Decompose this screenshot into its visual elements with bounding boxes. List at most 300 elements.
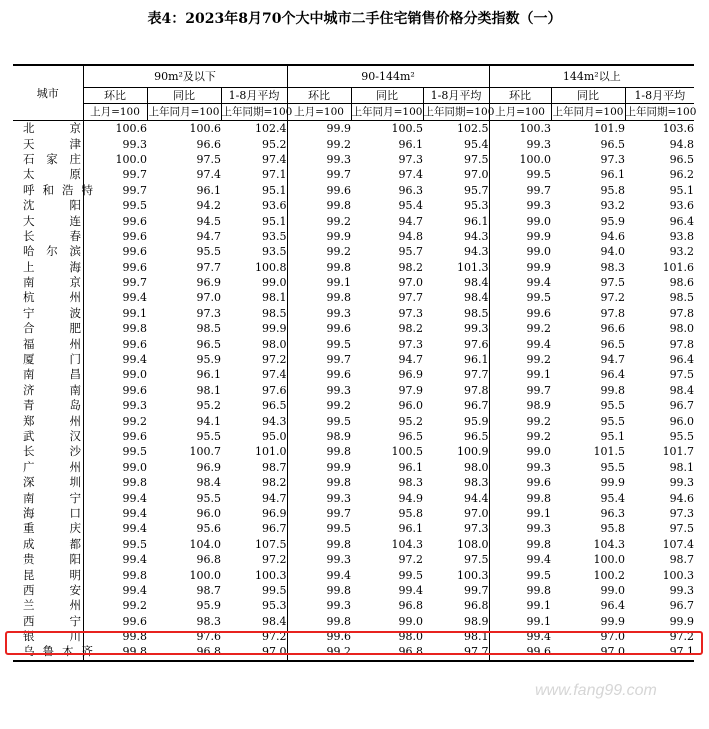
index-value-cell: 99.6 [122,430,147,443]
base-header: 上月=100 [287,104,351,121]
city-name-cell [13,490,83,505]
index-value-cell: 95.2 [196,399,221,413]
city-name-cell [13,136,83,151]
index-value-cell: 99.3 [489,198,551,213]
table-row [13,444,694,459]
index-value-cell: 99.7 [287,506,351,521]
index-value-cell: 96.8 [351,644,423,660]
city-name-cell [13,460,83,475]
base-header: 上年同月=100 [351,104,423,121]
index-value-cell: 98.3 [398,476,424,490]
index-value-cell: 96.9 [398,368,424,382]
index-value-cell: 96.6 [600,322,626,336]
index-value-cell: 97.6 [196,630,221,644]
table-row [13,213,694,228]
city-name-cell [13,537,83,552]
group-header-small: 90m²及以下 [83,65,287,88]
city-name-cell [13,429,83,444]
index-value-cell: 97.5 [464,152,489,166]
index-value-cell: 97.8 [600,306,626,320]
price-index-table [13,64,697,662]
table-row [13,398,694,413]
index-value-cell: 97.5 [196,152,221,166]
index-value-cell: 99.9 [489,229,551,244]
index-value-cell: 99.9 [287,229,351,244]
index-value-cell: 96.0 [196,506,221,520]
table-row [13,290,694,305]
index-value-cell: 99.5 [122,537,147,551]
index-value-cell: 94.3 [464,245,489,259]
index-value-cell: 97.0 [221,644,287,660]
index-value-cell: 99.3 [287,152,351,167]
index-value-cell: 99.2 [122,414,147,428]
index-value-cell: 99.1 [287,275,351,290]
index-value-cell: 99.8 [600,383,626,397]
index-value-cell: 99.8 [489,490,551,505]
city-name: 石家庄 [23,151,81,166]
city-name: 西宁 [23,613,81,628]
index-value-cell: 99.5 [287,521,351,536]
base-header: 上年同月=100 [551,104,625,121]
city-name-cell [13,506,83,521]
index-value-cell: 95.5 [669,430,695,443]
index-value-cell: 96.8 [398,599,424,613]
city-name-cell [13,152,83,167]
metric-header-avg: 1-8月平均 [423,88,489,104]
index-value-cell: 100.8 [255,260,287,274]
index-value-cell: 95.8 [398,506,424,520]
index-value-cell: 97.2 [398,553,424,567]
index-value-cell: 94.1 [196,414,221,428]
index-value-cell: 99.6 [122,245,147,259]
index-value-cell: 99.7 [489,183,551,198]
index-value-cell: 95.5 [196,245,221,259]
city-name-cell [13,567,83,582]
index-value-cell: 97.5 [600,276,626,290]
index-value-cell: 94.6 [600,229,626,243]
index-value-cell: 100.2 [593,568,626,582]
index-value-cell: 96.9 [262,506,287,520]
table-row [13,598,694,613]
index-value-cell: 99.8 [287,198,351,213]
table-row [13,490,694,505]
city-name: 广州 [23,459,81,474]
index-value-cell: 99.0 [122,368,147,382]
index-value-cell: 100.6 [115,122,147,136]
index-value-cell: 94.7 [196,229,221,243]
index-value-cell: 94.4 [464,491,489,505]
index-value-cell: 100.0 [489,152,551,167]
city-name-cell [13,583,83,598]
index-value-cell: 100.3 [489,121,551,137]
index-value-cell: 100.0 [115,152,147,166]
index-value-cell: 103.6 [662,122,695,136]
index-value-cell: 96.5 [600,337,626,351]
index-value-cell: 94.7 [262,491,287,505]
index-value-cell: 97.7 [196,260,221,274]
index-value-cell: 97.4 [262,152,287,166]
index-value-cell: 96.8 [464,599,489,613]
index-value-cell: 96.7 [262,522,287,536]
index-value-cell: 96.7 [464,399,489,413]
index-value-cell: 96.3 [600,506,626,520]
index-value-cell: 99.2 [287,136,351,151]
index-value-cell: 94.9 [398,491,424,505]
index-value-cell: 99.2 [287,398,351,413]
index-value-cell: 97.1 [262,168,287,182]
index-value-cell: 99.4 [122,583,147,597]
index-value-cell: 99.9 [262,322,287,336]
highlight-box [5,631,703,655]
index-value-cell: 99.2 [122,599,147,613]
index-value-cell: 97.4 [196,168,221,182]
index-value-cell: 101.5 [593,445,626,459]
index-value-cell: 97.0 [600,630,626,644]
city-name-cell [13,367,83,382]
base-header: 上月=100 [83,104,147,121]
city-name: 南昌 [23,367,81,382]
index-value-cell: 99.6 [122,229,147,243]
index-value-cell: 96.6 [196,137,221,151]
city-name-cell [13,352,83,367]
index-value-cell: 99.9 [287,460,351,475]
index-value-cell: 99.6 [122,260,147,274]
index-value-cell: 99.6 [287,367,351,382]
index-value-cell: 94.7 [398,353,424,367]
index-value-cell: 97.8 [669,306,695,320]
city-name: 成都 [23,536,81,551]
index-value-cell: 98.1 [669,460,695,474]
index-value-cell: 99.5 [262,583,287,597]
metric-header-mom: 环比 [489,88,551,104]
index-value-cell: 100.0 [189,568,221,582]
city-name: 南宁 [23,490,81,505]
index-value-cell: 99.1 [489,598,551,613]
city-name: 兰州 [23,598,81,613]
index-value-cell: 99.0 [122,460,147,474]
table-row [13,229,694,244]
city-name: 济南 [23,382,81,397]
index-value-cell: 99.6 [489,644,551,660]
city-name: 深圳 [23,475,81,490]
index-value-cell: 95.9 [196,599,221,613]
index-value-cell: 99.4 [122,506,147,520]
table-row [13,336,694,351]
index-value-cell: 99.6 [489,475,551,490]
city-name-cell [13,321,83,336]
index-value-cell: 95.4 [600,491,626,505]
index-value-cell: 94.5 [196,214,221,228]
index-value-cell: 99.7 [489,383,551,398]
city-column-header: 城市 [13,65,83,121]
city-name: 西安 [23,582,81,597]
index-value-cell: 99.8 [287,475,351,490]
city-name: 太原 [23,167,81,182]
index-value-cell: 96.0 [669,414,695,428]
index-value-cell: 100.0 [593,553,626,567]
table-row [13,367,694,382]
index-value-cell: 98.7 [196,583,221,597]
index-value-cell: 96.3 [398,183,424,197]
index-value-cell: 93.5 [262,245,287,259]
index-value-cell: 96.4 [600,368,626,382]
index-value-cell: 99.8 [287,260,351,275]
metric-header-avg: 1-8月平均 [221,88,287,104]
table-row [13,552,694,567]
index-value-cell: 107.5 [255,537,287,551]
index-value-cell: 96.5 [262,399,287,413]
index-value-cell: 99.6 [122,383,147,397]
index-value-cell: 99.8 [287,290,351,305]
index-value-cell: 99.6 [122,214,147,228]
index-value-cell: 97.2 [600,291,626,305]
city-name: 乌鲁木齐 [23,644,93,659]
index-value-cell: 95.1 [600,430,626,443]
base-header: 上年同期=100 [423,104,489,121]
index-value-cell: 99.7 [464,583,489,597]
table-row [13,506,694,521]
metric-header-yoy: 同比 [551,88,625,104]
city-name-cell [13,398,83,413]
index-value-cell: 95.2 [398,414,424,428]
base-header: 上月=100 [489,104,551,121]
index-value-cell: 99.3 [669,476,695,490]
city-name: 厦门 [23,352,81,367]
index-value-cell: 96.1 [196,183,221,197]
index-value-cell: 98.7 [669,553,695,567]
index-value-cell: 101.0 [255,445,287,459]
table-row [13,583,694,598]
index-value-cell: 96.9 [196,276,221,290]
index-value-cell: 97.7 [398,291,424,305]
index-value-cell: 97.7 [423,644,489,660]
index-value-cell: 100.3 [255,568,287,582]
index-value-cell: 97.8 [669,337,695,351]
table-row [13,183,694,198]
index-value-cell: 98.5 [669,291,695,305]
index-value-cell: 99.5 [398,568,424,582]
index-value-cell: 99.4 [122,353,147,367]
index-value-cell: 98.1 [196,383,221,397]
index-value-cell: 95.1 [669,183,695,197]
index-value-cell: 101.9 [593,122,626,136]
index-value-cell: 97.9 [398,383,424,397]
index-value-cell: 99.8 [489,537,551,552]
index-value-cell: 93.6 [262,199,287,213]
index-value-cell: 95.9 [196,353,221,367]
index-value-cell: 98.2 [398,322,424,336]
index-value-cell: 98.4 [669,383,695,397]
table-row [13,413,694,428]
metric-header-avg: 1-8月平均 [625,88,694,104]
index-value-cell: 98.3 [196,614,221,628]
index-value-cell: 100.5 [391,445,424,459]
index-value-cell: 95.7 [398,245,424,259]
index-value-cell: 96.8 [196,553,221,567]
index-value-cell: 95.2 [262,137,287,151]
index-value-cell: 97.2 [262,630,287,644]
metric-header-yoy: 同比 [351,88,423,104]
index-value-cell: 99.8 [122,568,147,582]
table-row [13,537,694,552]
index-value-cell: 96.1 [464,214,489,228]
index-value-cell: 98.0 [464,460,489,474]
index-value-cell: 100.5 [391,122,424,136]
index-value-cell: 99.4 [489,552,551,567]
index-value-cell: 99.5 [287,336,351,351]
index-value-cell: 98.5 [464,306,489,320]
city-name: 长春 [23,228,81,243]
index-value-cell: 98.1 [262,291,287,305]
index-value-cell: 98.3 [464,476,489,490]
index-value-cell: 99.9 [600,614,626,628]
index-value-cell: 99.3 [287,598,351,613]
index-value-cell: 99.0 [489,244,551,259]
index-value-cell: 99.4 [122,491,147,505]
city-name: 银川 [23,629,81,644]
index-value-cell: 99.7 [122,168,147,182]
index-value-cell: 97.0 [551,644,625,660]
index-value-cell: 99.8 [122,630,147,644]
index-value-cell: 98.0 [262,337,287,351]
table-row [13,521,694,536]
table-row [13,244,694,259]
index-value-cell: 94.8 [398,229,424,243]
index-value-cell: 96.5 [669,152,695,166]
index-value-cell: 99.9 [489,260,551,275]
index-value-cell: 97.0 [196,291,221,305]
index-value-cell: 96.1 [398,522,424,536]
city-name-cell [13,614,83,629]
city-name: 天津 [23,136,81,151]
index-value-cell: 99.1 [489,614,551,629]
index-value-cell: 98.5 [196,322,221,336]
index-value-cell: 96.8 [147,644,221,660]
city-name: 宁波 [23,305,81,320]
index-value-cell: 97.2 [669,630,695,644]
city-name: 北京 [23,121,81,136]
index-value-cell: 99.8 [83,644,147,660]
index-value-cell: 99.4 [287,567,351,582]
watermark-text: www.fang99.com [535,682,657,699]
city-name-cell [13,290,83,305]
index-value-cell: 96.1 [600,168,626,182]
city-name-cell [13,383,83,398]
index-value-cell: 98.7 [262,460,287,474]
index-value-cell: 95.4 [398,199,424,213]
index-value-cell: 99.8 [287,614,351,629]
table-body [13,121,694,661]
index-value-cell: 98.1 [464,630,489,644]
index-value-cell: 99.6 [287,183,351,198]
city-name-cell [13,167,83,182]
index-value-cell: 99.6 [489,306,551,321]
index-value-cell: 97.3 [398,152,424,166]
index-value-cell: 99.4 [489,275,551,290]
index-value-cell: 99.7 [287,352,351,367]
city-name: 哈尔滨 [23,244,81,259]
index-value-cell: 99.2 [287,213,351,228]
index-value-cell: 95.3 [262,599,287,613]
index-value-cell: 98.4 [262,614,287,628]
index-value-cell: 93.8 [669,229,695,243]
index-value-cell: 97.5 [669,368,695,382]
city-name-cell [13,198,83,213]
base-header: 上年同期=100 [625,104,694,121]
index-value-cell: 102.4 [255,122,287,136]
index-value-cell: 96.5 [398,430,424,443]
table-row [13,567,694,582]
index-value-cell: 97.2 [262,353,287,367]
city-name-cell [13,121,83,137]
index-value-cell: 95.8 [600,522,626,536]
index-value-cell: 99.9 [600,476,626,490]
index-value-cell: 97.5 [669,522,695,536]
city-name: 大连 [23,213,81,228]
city-name: 呼和浩特 [23,182,93,197]
index-value-cell: 108.0 [457,537,489,551]
index-value-cell: 99.3 [287,383,351,398]
index-value-cell: 94.6 [669,491,695,505]
city-name: 青岛 [23,398,81,413]
index-value-cell: 99.4 [398,583,424,597]
index-value-cell: 99.8 [287,444,351,459]
table-row [13,383,694,398]
index-value-cell: 107.4 [662,537,695,551]
city-name: 杭州 [23,290,81,305]
index-value-cell: 99.5 [489,167,551,182]
index-value-cell: 96.1 [398,460,424,474]
table-row [13,429,694,444]
index-value-cell: 97.3 [196,306,221,320]
city-name-cell [13,475,83,490]
index-value-cell: 99.8 [489,583,551,598]
index-value-cell: 101.7 [662,445,695,459]
city-name-cell [13,336,83,351]
table-row [13,121,694,137]
index-value-cell: 99.6 [287,629,351,644]
index-value-cell: 99.0 [262,276,287,290]
index-value-cell: 95.4 [464,137,489,151]
index-value-cell: 100.6 [189,122,221,136]
index-value-cell: 99.9 [287,121,351,137]
city-name: 福州 [23,336,81,351]
index-value-cell: 93.6 [669,199,695,213]
index-value-cell: 99.1 [489,367,551,382]
index-value-cell: 96.1 [464,353,489,367]
index-value-cell: 96.4 [669,353,695,367]
index-value-cell: 96.7 [669,599,695,613]
index-value-cell: 98.9 [464,614,489,628]
index-value-cell: 97.4 [398,168,424,182]
index-value-cell: 94.2 [196,199,221,213]
index-value-cell: 98.9 [489,398,551,413]
index-value-cell: 102.5 [457,122,489,136]
index-value-cell: 95.9 [600,214,626,228]
index-value-cell: 97.3 [464,522,489,536]
index-value-cell: 99.3 [669,583,695,597]
index-value-cell: 95.1 [262,214,287,228]
index-value-cell: 99.7 [122,183,147,197]
index-value-cell: 99.8 [122,322,147,336]
index-value-cell: 94.3 [262,414,287,428]
index-value-cell: 95.3 [464,199,489,213]
index-value-cell: 96.5 [464,430,489,443]
index-value-cell: 104.0 [189,537,221,551]
index-value-cell: 97.3 [600,152,626,166]
index-value-cell: 99.3 [489,460,551,475]
index-value-cell: 96.4 [600,599,626,613]
